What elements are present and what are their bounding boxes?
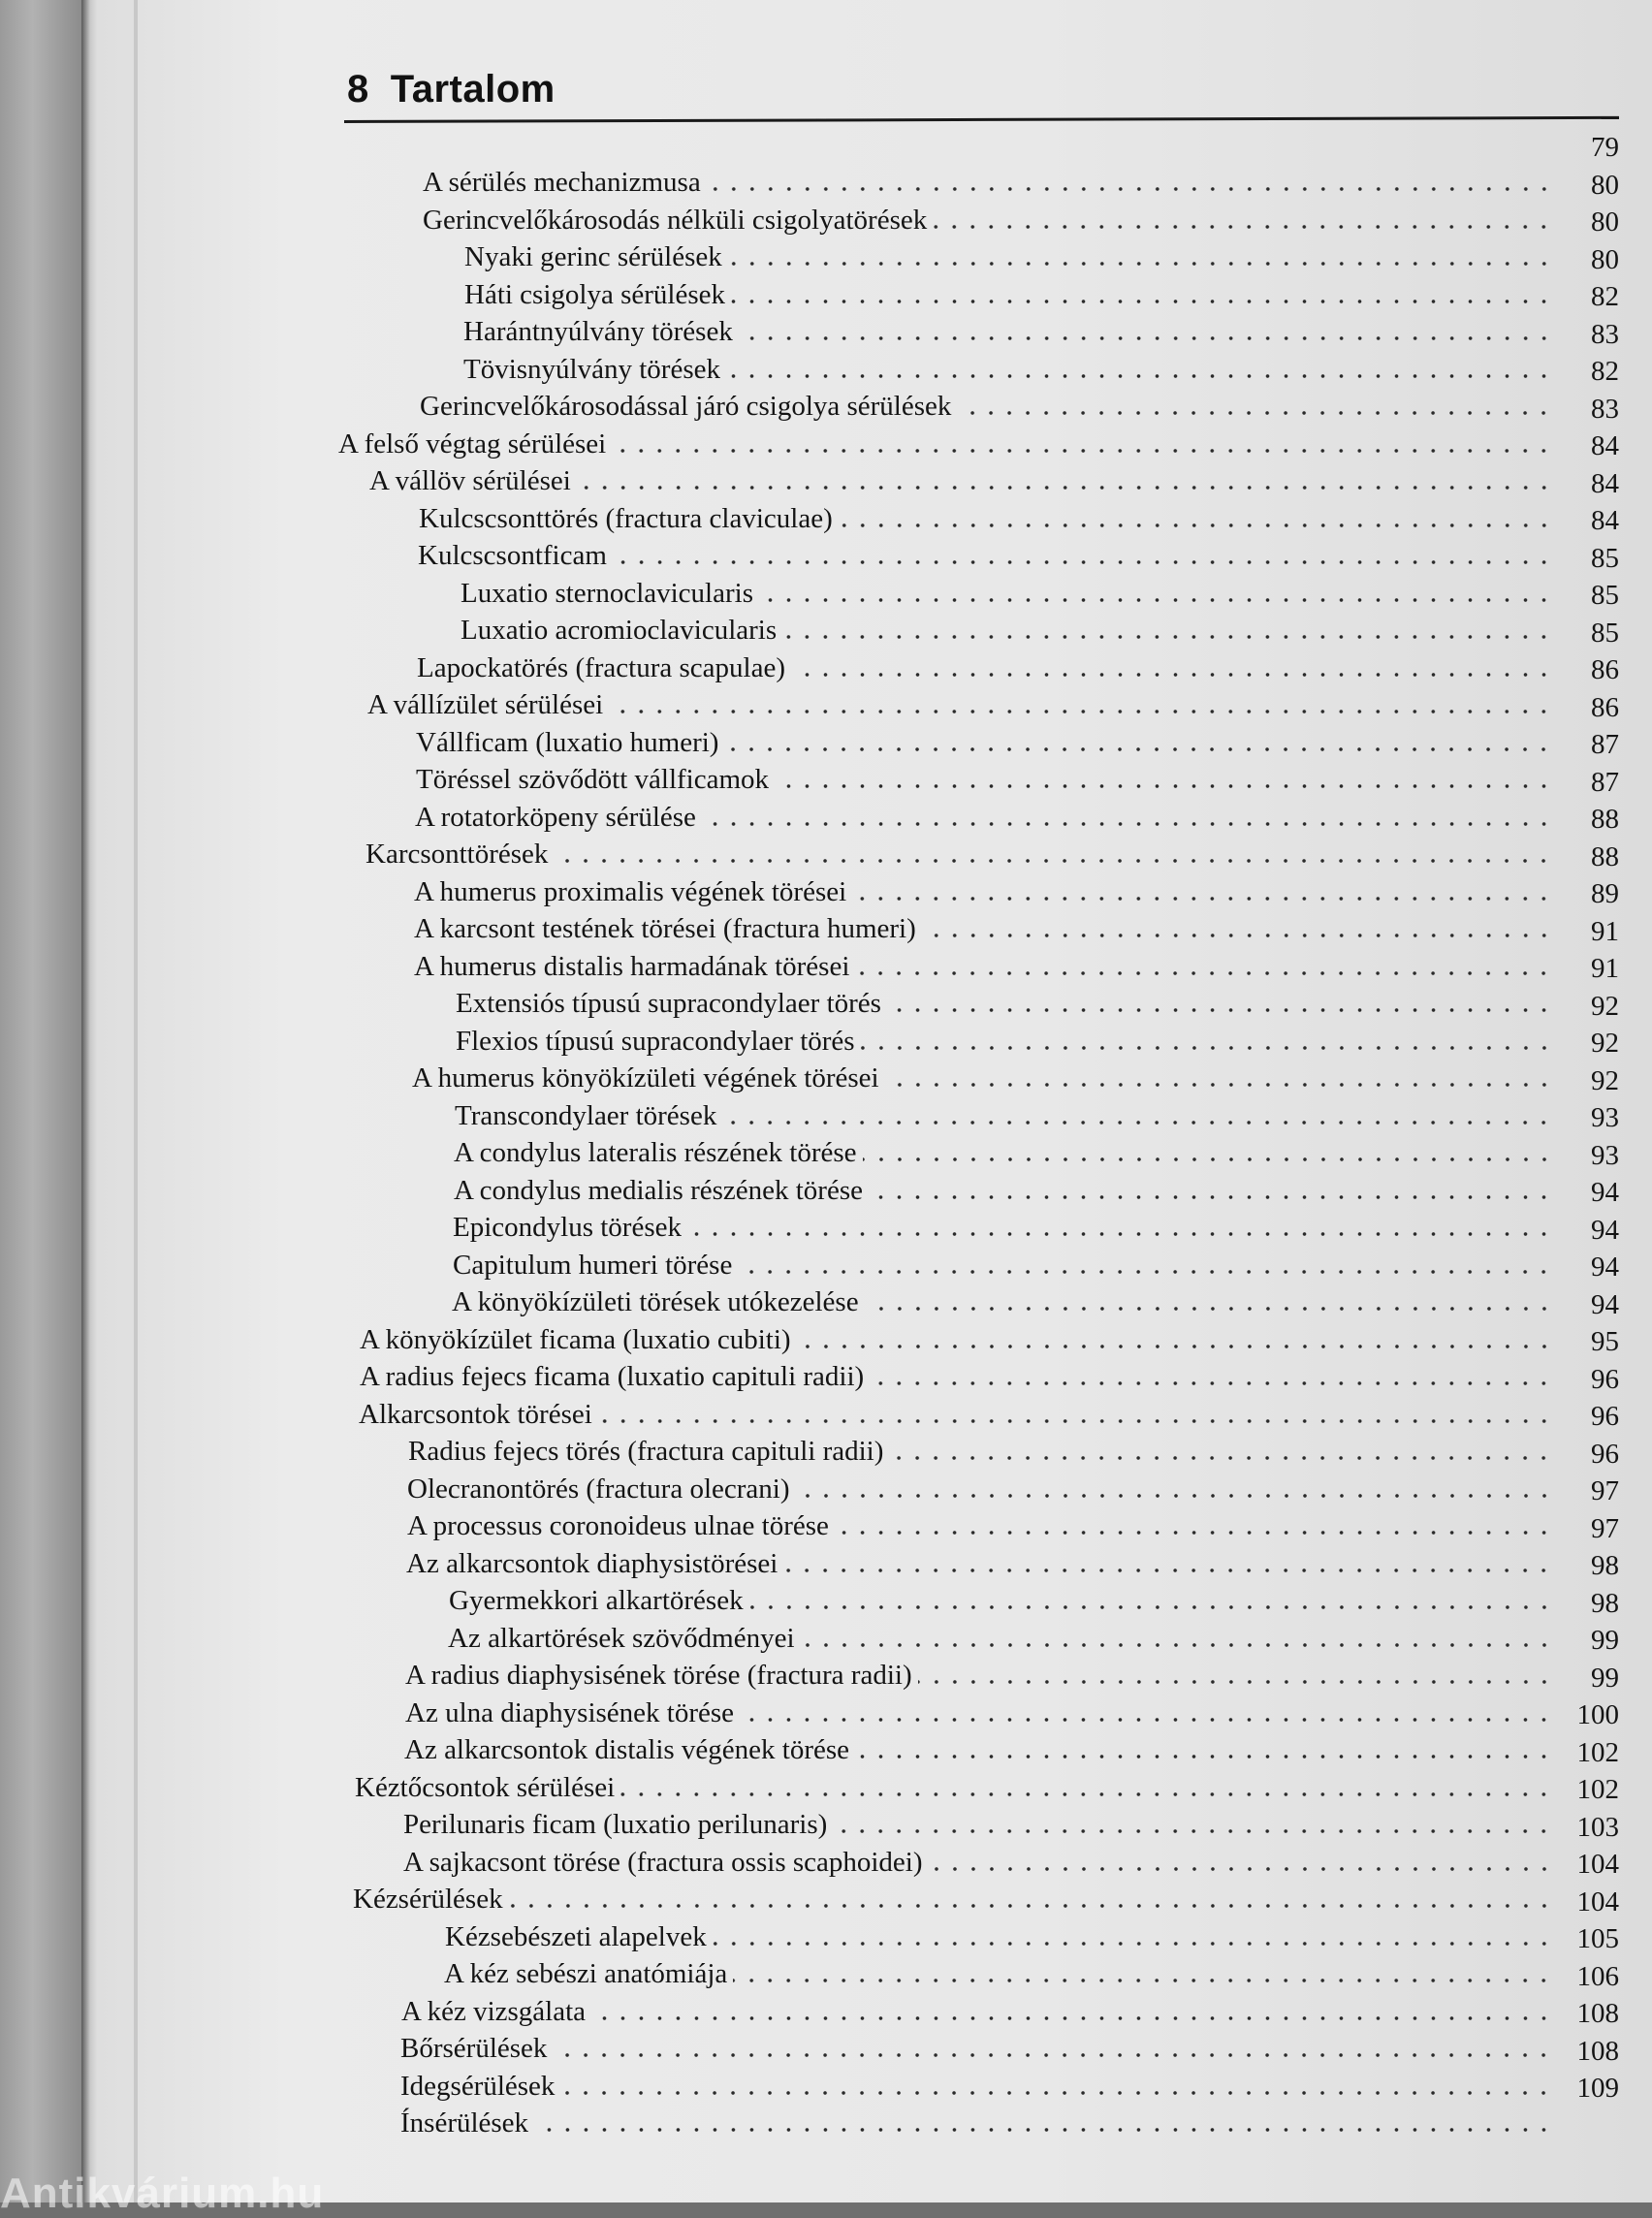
dot-leader xyxy=(775,783,1553,789)
toc-page-number: 87 xyxy=(1591,766,1619,798)
dot-leader xyxy=(726,373,1553,379)
toc-entry xyxy=(415,798,1553,834)
toc-page-number: 99 xyxy=(1591,1662,1619,1694)
toc-entry xyxy=(463,350,1553,386)
toc-entry xyxy=(405,1656,1553,1692)
toc-entry xyxy=(359,1395,1553,1431)
toc-page-number: 87 xyxy=(1591,729,1619,760)
toc-entry-title: A radius fejecs ficama (luxatio capituli radii) xyxy=(360,1361,865,1392)
toc-entry xyxy=(353,1880,1553,1916)
dot-leader xyxy=(929,1866,1553,1872)
toc-page-number: 94 xyxy=(1591,1288,1619,1320)
toc-entry xyxy=(461,574,1553,610)
toc-entry xyxy=(456,984,1553,1020)
toc-entry-title: Olecranontörés (fractura olecrani) xyxy=(407,1473,790,1505)
dot-leader xyxy=(509,1903,1553,1909)
toc-entry xyxy=(453,1208,1553,1244)
dot-leader xyxy=(835,1530,1553,1536)
toc-page-number: 82 xyxy=(1591,356,1619,387)
toc-entry xyxy=(454,1171,1553,1207)
toc-page-number: 98 xyxy=(1591,1550,1619,1581)
toc-entry xyxy=(407,1506,1553,1542)
toc-page-number: 109 xyxy=(1576,2073,1619,2104)
toc-entry xyxy=(463,312,1553,348)
dot-leader xyxy=(534,2127,1553,2133)
dot-leader xyxy=(728,261,1553,267)
dot-leader xyxy=(855,970,1553,976)
toc-page-number: 99 xyxy=(1591,1625,1619,1656)
toc-entry xyxy=(417,649,1553,684)
dot-leader xyxy=(613,559,1553,565)
toc-entry xyxy=(455,1096,1553,1132)
dot-leader xyxy=(713,1941,1553,1947)
toc-entry-title: Tövisnyúlvány törések xyxy=(463,353,720,385)
toc-entry-title: A radius diaphysisének törése (fractura radii) xyxy=(405,1660,912,1691)
toc-entry xyxy=(456,1022,1553,1058)
toc-page-number: 84 xyxy=(1591,505,1619,536)
toc-page-number: 84 xyxy=(1591,430,1619,461)
toc-entry xyxy=(414,872,1553,908)
toc-entry xyxy=(406,1544,1553,1580)
dot-leader xyxy=(591,2015,1553,2021)
dot-leader xyxy=(560,2090,1553,2096)
dot-leader xyxy=(577,485,1553,491)
dot-leader xyxy=(687,1231,1553,1237)
dot-leader xyxy=(553,2052,1553,2058)
dot-leader xyxy=(796,1493,1554,1499)
dot-leader xyxy=(740,1717,1553,1723)
toc-entry xyxy=(403,1805,1553,1841)
dot-leader xyxy=(612,448,1553,454)
toc-entry xyxy=(423,163,1553,199)
toc-entry-title: Kézsérülések xyxy=(353,1884,503,1915)
toc-entry-title: Capitulum humeri törése xyxy=(453,1249,733,1281)
toc-page-number: 106 xyxy=(1576,1960,1619,1992)
dot-leader xyxy=(759,597,1553,603)
toc-entry-title: Háti csigolya sérülések xyxy=(464,278,725,310)
dot-leader xyxy=(791,672,1553,678)
toc-entry-title: Luxatio sternoclavicularis xyxy=(461,577,753,609)
toc-page-number: 83 xyxy=(1591,318,1619,350)
toc-entry xyxy=(401,1992,1553,2028)
toc-entry xyxy=(445,1917,1553,1953)
toc-page-number: 102 xyxy=(1576,1736,1619,1768)
toc-entry xyxy=(461,611,1553,647)
toc-entry-title: A humerus distalis harmadának törései xyxy=(414,950,850,982)
toc-entry-title: Töréssel szövődött vállficamok xyxy=(416,764,770,795)
toc-entry xyxy=(448,1619,1553,1655)
toc-page-number: 85 xyxy=(1591,617,1619,649)
toc-page-number: 94 xyxy=(1591,1214,1619,1246)
toc-entry-title: Karcsonttörések xyxy=(365,839,549,870)
toc-page-number: 92 xyxy=(1591,1028,1619,1059)
dot-leader xyxy=(889,1455,1553,1461)
toc-entry xyxy=(452,1283,1553,1318)
toc-entry xyxy=(403,1843,1553,1879)
toc-page-number: 93 xyxy=(1591,1139,1619,1171)
toc-entry-title: A condylus lateralis részének törése xyxy=(454,1137,857,1168)
toc-page-number: 86 xyxy=(1591,654,1619,685)
toc-page-number: 80 xyxy=(1591,206,1619,238)
page-number-header: 8 xyxy=(347,68,369,111)
dot-leader xyxy=(797,1344,1553,1349)
toc-page-number: 103 xyxy=(1576,1811,1619,1843)
dot-leader xyxy=(609,709,1553,714)
toc-entry xyxy=(423,201,1553,237)
toc-entry xyxy=(464,275,1553,311)
toc-page-number: 82 xyxy=(1591,281,1619,312)
toc-entry-title: Kulcscsonttörés (fractura claviculae) xyxy=(419,502,833,534)
dot-leader xyxy=(922,933,1553,938)
toc-entry-title: A condylus medialis részének törése xyxy=(454,1174,863,1206)
toc-entry-title: Bőrsérülések xyxy=(400,2033,548,2064)
toc-entry xyxy=(416,723,1553,759)
toc-page-number: 79 xyxy=(1591,132,1619,163)
toc-entry-title: A felső végtag sérülései xyxy=(338,428,607,459)
dot-leader xyxy=(739,335,1553,341)
toc-entry xyxy=(412,1059,1553,1094)
toc-entry xyxy=(454,1133,1553,1169)
dot-leader xyxy=(554,858,1553,864)
toc-entry xyxy=(369,461,1553,497)
dot-leader xyxy=(783,1568,1553,1573)
dot-leader xyxy=(957,410,1553,416)
toc-page-number: 91 xyxy=(1591,915,1619,947)
toc-page-number: 94 xyxy=(1591,1177,1619,1208)
dot-leader xyxy=(722,1120,1553,1125)
toc-page-number: 105 xyxy=(1576,1923,1619,1954)
dot-leader xyxy=(869,1194,1553,1200)
toc-page-number: 97 xyxy=(1591,1475,1619,1506)
toc-page-number: 94 xyxy=(1591,1252,1619,1283)
toc-entry xyxy=(408,1432,1553,1468)
toc-page-number: 92 xyxy=(1591,990,1619,1022)
toc-page-number: 104 xyxy=(1576,1885,1619,1917)
toc-entry-title: Gerincvelőkárosodás nélküli csigolyatörések xyxy=(423,204,928,236)
toc-page-number: 91 xyxy=(1591,953,1619,984)
toc-entry xyxy=(416,760,1553,796)
toc-page-number: 102 xyxy=(1576,1774,1619,1805)
dot-leader xyxy=(855,1754,1553,1759)
toc-page-number: 85 xyxy=(1591,542,1619,574)
toc-entry xyxy=(464,238,1553,273)
toc-entry-title: Perilunaris ficam (luxatio perilunaris) xyxy=(403,1809,828,1840)
toc-entry-title: A processus coronoideus ulnae törése xyxy=(407,1510,829,1541)
toc-entry-title: A kéz sebészi anatómiája xyxy=(444,1958,728,1989)
toc-entry-title: A humerus proximalis végének törései xyxy=(414,875,847,907)
toc-page-number: 85 xyxy=(1591,580,1619,611)
toc-entry xyxy=(360,1320,1553,1356)
dot-leader xyxy=(865,1306,1553,1312)
toc-entry xyxy=(404,1730,1553,1766)
toc-entry-title: A vállöv sérülései xyxy=(369,465,571,496)
toc-entry xyxy=(400,2067,1553,2103)
toc-page-number: 83 xyxy=(1591,393,1619,425)
toc-page-number: 95 xyxy=(1591,1326,1619,1357)
toc-entry-title: Gyermekkori alkartörések xyxy=(449,1585,744,1616)
dot-leader xyxy=(707,186,1553,192)
toc-entry xyxy=(360,1357,1553,1393)
toc-entry-title: A kéz vizsgálata xyxy=(401,1995,587,2027)
toc-entry-title: Extensiós típusú supracondylaer törés xyxy=(456,988,881,1019)
toc-entry-title: A vállízület sérülései xyxy=(367,689,604,720)
toc-entry-title: Transcondylaer törések xyxy=(455,1099,717,1131)
dot-leader xyxy=(870,1380,1553,1386)
toc-page-number: 80 xyxy=(1591,169,1619,201)
dot-leader xyxy=(782,634,1553,640)
toc-page-number: 86 xyxy=(1591,691,1619,723)
toc-entry xyxy=(367,685,1553,721)
toc-page-number: 88 xyxy=(1591,804,1619,835)
toc-entry xyxy=(414,947,1553,983)
toc-entry-title: Harántnyúlvány törések xyxy=(463,316,733,347)
toc-entry xyxy=(419,499,1553,535)
toc-entry-title: Az ulna diaphysisének törése xyxy=(405,1696,735,1728)
dot-leader xyxy=(620,1791,1553,1797)
dot-leader xyxy=(833,1828,1553,1834)
toc-entry-title: Kézsebészeti alapelvek xyxy=(445,1920,707,1952)
toc-entry-title: A könyökízületi törések utókezelése xyxy=(452,1286,859,1317)
toc-entry xyxy=(407,1470,1553,1505)
dot-leader xyxy=(887,1007,1553,1013)
toc-entry-title: Gerincvelőkárosodással járó csigolya sérülések xyxy=(420,391,952,422)
toc-page-number: 96 xyxy=(1591,1401,1619,1432)
toc-entry xyxy=(365,835,1553,871)
dot-leader xyxy=(839,523,1553,528)
toc-entry xyxy=(400,2104,1553,2139)
toc-entry xyxy=(338,425,1553,460)
dot-leader xyxy=(861,1045,1553,1051)
dot-leader xyxy=(702,821,1553,827)
toc-entry xyxy=(414,909,1553,945)
toc-entry-title: A sérülés mechanizmusa xyxy=(423,167,701,198)
toc-entry xyxy=(400,2029,1553,2065)
toc-entry-title: Kéztőcsontok sérülései xyxy=(355,1771,616,1803)
toc-page-number: 96 xyxy=(1591,1438,1619,1470)
toc-entry-title: Ínsérülések xyxy=(400,2107,529,2139)
toc-entry xyxy=(355,1768,1553,1804)
dot-leader xyxy=(852,896,1553,902)
toc-entry xyxy=(444,1954,1553,1990)
toc-entry-title: Epicondylus törések xyxy=(453,1212,682,1243)
toc-page-number: 108 xyxy=(1576,2035,1619,2067)
toc-page-number: 97 xyxy=(1591,1512,1619,1544)
toc-entry-title: Az alkarcsontok diaphysistörései xyxy=(406,1547,778,1579)
toc-entry-title: Flexios típusú supracondylaer törés xyxy=(456,1025,855,1057)
toc-page-number: 108 xyxy=(1576,1998,1619,2029)
dot-leader xyxy=(933,224,1553,230)
toc-entry-title: Alkarcsontok törései xyxy=(359,1398,592,1430)
toc-entry-title: Lapockatörés (fractura scapulae) xyxy=(417,651,785,683)
toc-page-number: 104 xyxy=(1576,1849,1619,1880)
toc-entry-title: A rotatorköpeny sérülése xyxy=(415,801,696,833)
toc-page-number: 98 xyxy=(1591,1587,1619,1619)
toc-entry-title: A humerus könyökízületi végének törései xyxy=(412,1062,879,1093)
toc-page-number: 89 xyxy=(1591,878,1619,909)
toc-entry-title: Az alkartörések szövődményei xyxy=(448,1622,795,1654)
toc-page-number: 100 xyxy=(1576,1699,1619,1730)
toc-entry-title: Az alkarcsontok distalis végének törése xyxy=(404,1734,850,1765)
dot-leader xyxy=(749,1604,1553,1610)
toc-page-number: 96 xyxy=(1591,1363,1619,1395)
dot-leader xyxy=(733,1978,1553,1983)
toc-entry xyxy=(420,387,1553,423)
dot-leader xyxy=(918,1679,1553,1685)
toc-entry-title: Vállficam (luxatio humeri) xyxy=(416,726,719,758)
toc-entry-title: Luxatio acromioclavicularis xyxy=(461,615,778,646)
toc-entry-title: Idegsérülések xyxy=(400,2070,556,2102)
page-title: Tartalom xyxy=(390,68,556,111)
toc-page-number: 84 xyxy=(1591,467,1619,499)
toc-page-number: 80 xyxy=(1591,243,1619,275)
toc-page-number: 93 xyxy=(1591,1102,1619,1133)
dot-leader xyxy=(801,1642,1553,1648)
toc-entry xyxy=(418,536,1553,572)
dot-leader xyxy=(885,1082,1553,1088)
dot-leader xyxy=(863,1157,1553,1162)
watermark: Antikvárium.hu xyxy=(0,2170,325,2217)
dot-leader xyxy=(731,299,1553,304)
dot-leader xyxy=(598,1418,1553,1424)
toc-entry-title: Radius fejecs törés (fractura capituli radii) xyxy=(408,1436,884,1467)
toc-entry-title: Nyaki gerinc sérülések xyxy=(464,241,722,272)
dot-leader xyxy=(738,1269,1553,1275)
toc-entry-title: A karcsont testének törései (fractura humeri) xyxy=(414,913,916,944)
toc-page-number: 92 xyxy=(1591,1064,1619,1096)
toc-entry-title: Kulcscsontficam xyxy=(418,540,607,571)
toc-entry-title: A sajkacsont törése (fractura ossis scaphoidei) xyxy=(403,1846,923,1878)
toc-entry xyxy=(405,1694,1553,1729)
toc-entry-title: A könyökízület ficama (luxatio cubiti) xyxy=(360,1323,791,1355)
toc-entry xyxy=(453,1246,1553,1282)
toc-entry xyxy=(449,1581,1553,1617)
toc-page-number: 88 xyxy=(1591,840,1619,872)
dot-leader xyxy=(724,746,1553,752)
